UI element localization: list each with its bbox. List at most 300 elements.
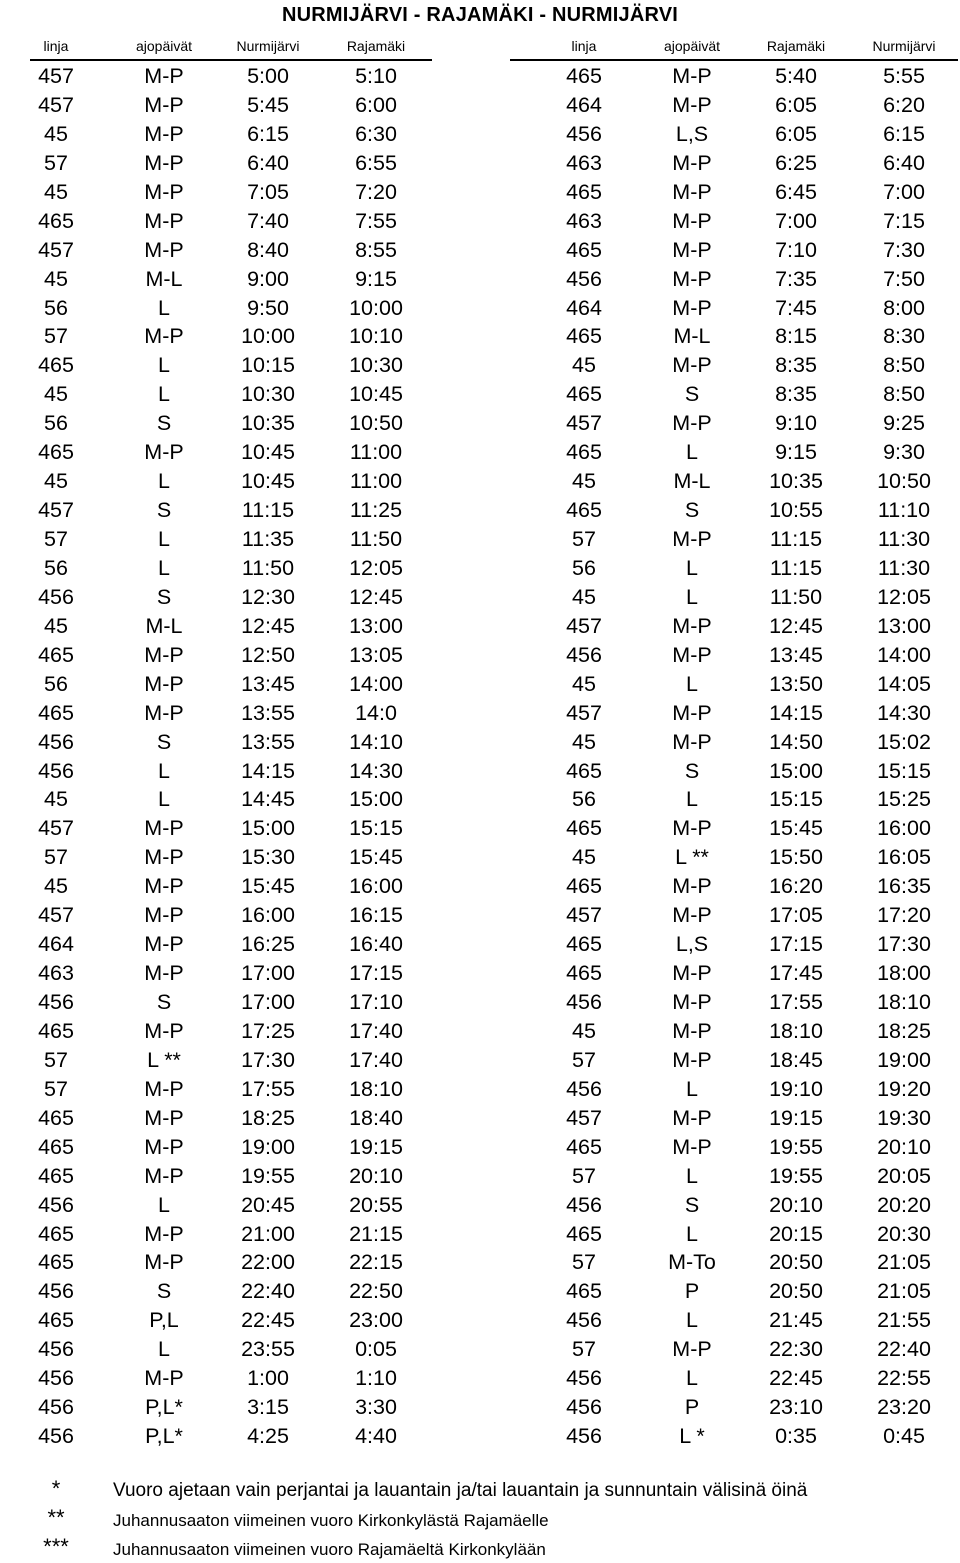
- route-number: 457: [566, 1105, 602, 1130]
- departure-time: 10:30: [241, 382, 295, 407]
- departure-time: 14:15: [769, 700, 823, 725]
- arrival-time: 8:30: [883, 324, 925, 349]
- operating-days: S: [684, 1192, 700, 1217]
- departure-time: 9:15: [775, 440, 817, 465]
- operating-days: M-P: [672, 700, 712, 725]
- arrival-time: 19:15: [349, 1134, 403, 1159]
- arrival-time: 6:15: [883, 121, 925, 146]
- operating-days: M-P: [144, 1134, 184, 1159]
- operating-days: M-P: [672, 1018, 712, 1043]
- route-number: 465: [566, 179, 602, 204]
- operating-days: M-P: [144, 237, 184, 262]
- operating-days: L *: [679, 1424, 705, 1449]
- operating-days: L: [158, 469, 170, 494]
- departure-time: 5:40: [775, 64, 817, 88]
- route-number: 465: [566, 961, 602, 986]
- operating-days: M-P: [672, 729, 712, 754]
- departure-time: 21:00: [241, 1221, 295, 1246]
- departure-time: 14:15: [241, 758, 295, 783]
- route-number: 457: [38, 816, 74, 841]
- departure-time: 8:40: [247, 237, 289, 262]
- table-row: [0, 380, 432, 409]
- route-number: 465: [38, 1308, 74, 1333]
- arrival-time: 0:05: [355, 1337, 397, 1362]
- operating-days: L: [158, 382, 170, 407]
- table-row: [0, 1306, 432, 1335]
- departure-time: 3:15: [247, 1395, 289, 1420]
- page-title: NURMIJÄRVI - RAJAMÄKI - NURMIJÄRVI: [281, 4, 679, 26]
- route-number: 464: [566, 92, 602, 117]
- table-row: [528, 1306, 960, 1335]
- table-row: [0, 525, 432, 554]
- table-row: [0, 930, 432, 959]
- arrival-time: 8:50: [883, 382, 925, 407]
- table-row: [528, 612, 960, 641]
- departure-time: 20:45: [241, 1192, 295, 1217]
- table-row: [0, 583, 432, 612]
- table-row: [0, 1277, 432, 1306]
- route-number: 57: [572, 1163, 596, 1188]
- table-row: [0, 757, 432, 786]
- departure-time: 16:20: [769, 874, 823, 899]
- operating-days: L: [158, 527, 170, 551]
- arrival-time: 22:55: [877, 1366, 931, 1391]
- table-row: [528, 1220, 960, 1249]
- arrival-time: 10:30: [349, 353, 403, 378]
- table-row: [0, 1162, 432, 1191]
- arrival-time: 21:05: [877, 1250, 931, 1275]
- route-number: 465: [566, 932, 602, 957]
- arrival-time: 18:10: [877, 990, 931, 1014]
- operating-days: M-P: [672, 64, 712, 88]
- route-number: 456: [38, 584, 74, 609]
- arrival-time: 6:00: [355, 92, 397, 117]
- departure-time: 22:00: [241, 1250, 295, 1275]
- table-row: [528, 496, 960, 525]
- operating-days: M-P: [672, 179, 712, 204]
- operating-days: M-P: [144, 700, 184, 725]
- departure-time: 6:45: [775, 179, 817, 204]
- route-number: 45: [44, 613, 68, 638]
- departure-time: 22:45: [241, 1308, 295, 1333]
- table-row: [0, 322, 432, 351]
- table-row: [0, 554, 432, 583]
- departure-time: 6:05: [775, 121, 817, 146]
- table-row: [528, 467, 960, 496]
- departure-time: 23:10: [769, 1395, 823, 1420]
- departure-time: 13:50: [769, 671, 823, 696]
- departure-time: 12:45: [241, 613, 295, 638]
- operating-days: M-P: [144, 874, 184, 899]
- table-row: [0, 872, 432, 901]
- table-row: [528, 1104, 960, 1133]
- route-number: 465: [38, 1105, 74, 1130]
- operating-days: S: [684, 382, 700, 407]
- route-number: 465: [566, 64, 602, 88]
- departure-time: 11:50: [241, 555, 295, 580]
- table-row: [528, 988, 960, 1017]
- operating-days: L **: [675, 845, 709, 870]
- operating-days: L: [158, 555, 170, 580]
- arrival-time: 1:10: [355, 1366, 397, 1391]
- departure-time: 11:50: [769, 584, 823, 609]
- route-number: 465: [38, 440, 74, 465]
- table-row: [528, 1364, 960, 1393]
- departure-time: 10:55: [769, 498, 823, 523]
- route-number: 45: [44, 179, 68, 204]
- table-row: [0, 670, 432, 699]
- arrival-time: 19:30: [877, 1105, 931, 1130]
- operating-days: M-P: [672, 208, 712, 233]
- operating-days: S: [156, 411, 172, 436]
- departure-time: 13:55: [241, 700, 295, 725]
- table-row: [528, 149, 960, 178]
- route-number: 56: [44, 411, 68, 436]
- arrival-time: 11:25: [349, 498, 403, 523]
- operating-days: M-P: [144, 150, 184, 175]
- arrival-time: 8:50: [883, 353, 925, 378]
- departure-time: 10:00: [241, 324, 295, 349]
- operating-days: P: [684, 1279, 700, 1304]
- operating-days: L: [686, 671, 698, 696]
- departure-time: 10:15: [241, 353, 295, 378]
- arrival-time: 14:10: [349, 729, 403, 754]
- table-row: [0, 62, 432, 91]
- arrival-time: 21:55: [877, 1308, 931, 1333]
- table-row: [0, 120, 432, 149]
- departure-time: 7:40: [247, 208, 289, 233]
- table-row: [528, 1017, 960, 1046]
- departure-time: 17:00: [241, 990, 295, 1014]
- table-row: [0, 1075, 432, 1104]
- route-number: 457: [566, 903, 602, 928]
- operating-days: M-P: [672, 1105, 712, 1130]
- operating-days: M-P: [672, 961, 712, 986]
- operating-days: M-P: [672, 266, 712, 291]
- arrival-time: 16:00: [349, 874, 403, 899]
- left-header-divider: [30, 59, 432, 61]
- arrival-time: 15:45: [349, 845, 403, 870]
- departure-time: 10:45: [241, 440, 295, 465]
- departure-time: 8:15: [775, 324, 817, 349]
- arrival-time: 23:00: [349, 1308, 403, 1333]
- arrival-time: 9:25: [883, 411, 925, 436]
- operating-days: P,L*: [145, 1395, 183, 1420]
- table-row: [0, 207, 432, 236]
- route-number: 57: [44, 1076, 68, 1101]
- operating-days: M-P: [144, 92, 184, 117]
- route-number: 456: [566, 1395, 602, 1420]
- header-rajamaki: Rajamäki: [766, 38, 826, 54]
- arrival-time: 5:10: [355, 64, 397, 88]
- table-row: [528, 959, 960, 988]
- route-number: 457: [38, 903, 74, 928]
- arrival-time: 16:00: [877, 816, 931, 841]
- departure-time: 19:15: [769, 1105, 823, 1130]
- route-number: 45: [44, 787, 68, 812]
- departure-time: 6:05: [775, 92, 817, 117]
- departure-time: 19:55: [769, 1163, 823, 1188]
- route-number: 456: [38, 1366, 74, 1391]
- departure-time: 14:50: [769, 729, 823, 754]
- operating-days: M-P: [672, 295, 712, 320]
- arrival-time: 20:10: [349, 1163, 403, 1188]
- operating-days: M-P: [144, 845, 184, 870]
- arrival-time: 17:15: [349, 961, 403, 986]
- operating-days: L: [158, 1337, 170, 1362]
- table-row: [528, 583, 960, 612]
- route-number: 45: [572, 845, 596, 870]
- arrival-time: 8:00: [883, 295, 925, 320]
- departure-time: 17:05: [769, 903, 823, 928]
- route-number: 456: [38, 1279, 74, 1304]
- right-header-divider: [510, 59, 958, 61]
- route-number: 457: [38, 64, 74, 88]
- departure-time: 5:45: [247, 92, 289, 117]
- table-row: [0, 1104, 432, 1133]
- arrival-time: 14:00: [349, 671, 403, 696]
- operating-days: L,S: [675, 121, 709, 146]
- arrival-time: 6:55: [355, 150, 397, 175]
- arrival-time: 13:05: [349, 642, 403, 667]
- left-timetable: [0, 62, 432, 1451]
- arrival-time: 13:00: [349, 613, 403, 638]
- departure-time: 22:30: [769, 1337, 823, 1362]
- operating-days: M-P: [144, 64, 184, 88]
- operating-days: M-P: [672, 816, 712, 841]
- operating-days: L: [686, 1076, 698, 1101]
- arrival-time: 8:55: [355, 237, 397, 262]
- route-number: 465: [566, 237, 602, 262]
- arrival-time: 15:00: [349, 787, 403, 812]
- table-row: [0, 294, 432, 323]
- operating-days: M-P: [144, 121, 184, 146]
- route-number: 456: [38, 1337, 74, 1362]
- route-number: 457: [566, 613, 602, 638]
- arrival-time: 21:15: [349, 1221, 403, 1246]
- header-ajopaivat: ajopäivät: [663, 38, 721, 54]
- table-row: [528, 178, 960, 207]
- operating-days: P,L*: [145, 1424, 183, 1449]
- operating-days: M-L: [673, 469, 711, 494]
- departure-time: 18:45: [769, 1047, 823, 1072]
- operating-days: L: [158, 787, 170, 812]
- route-number: 463: [566, 150, 602, 175]
- departure-time: 17:15: [769, 932, 823, 957]
- arrival-time: 20:05: [877, 1163, 931, 1188]
- arrival-time: 17:20: [877, 903, 931, 928]
- departure-time: 15:30: [241, 845, 295, 870]
- operating-days: M-P: [144, 642, 184, 667]
- footnote: [0, 1476, 960, 1505]
- route-number: 465: [566, 1221, 602, 1246]
- operating-days: L: [158, 295, 170, 320]
- departure-time: 22:40: [241, 1279, 295, 1304]
- table-row: [528, 236, 960, 265]
- departure-time: 0:35: [775, 1424, 817, 1449]
- departure-time: 19:00: [241, 1134, 295, 1159]
- table-row: [528, 930, 960, 959]
- footnote-text: Vuoro ajetaan vain perjantai ja lauantain ja/tai lauantain ja sunnuntain välisinä öinä: [113, 1480, 808, 1501]
- footnote-symbol: **: [47, 1505, 65, 1530]
- route-number: 45: [44, 874, 68, 899]
- arrival-time: 18:25: [877, 1018, 931, 1043]
- route-number: 457: [38, 237, 74, 262]
- operating-days: M-P: [144, 1018, 184, 1043]
- arrival-time: 11:30: [877, 527, 931, 551]
- departure-time: 1:00: [247, 1366, 289, 1391]
- table-row: [0, 959, 432, 988]
- route-number: 57: [44, 845, 68, 870]
- operating-days: M-P: [144, 440, 184, 465]
- arrival-time: 16:15: [349, 903, 403, 928]
- arrival-time: 19:00: [877, 1047, 931, 1072]
- route-number: 464: [38, 932, 74, 957]
- departure-time: 22:45: [769, 1366, 823, 1391]
- route-number: 456: [566, 266, 602, 291]
- route-number: 57: [572, 1250, 596, 1275]
- departure-time: 14:45: [241, 787, 295, 812]
- departure-time: 19:10: [769, 1076, 823, 1101]
- departure-time: 17:00: [241, 961, 295, 986]
- operating-days: M-P: [672, 1337, 712, 1362]
- departure-time: 21:45: [769, 1308, 823, 1333]
- arrival-time: 16:05: [877, 845, 931, 870]
- route-number: 45: [572, 671, 596, 696]
- operating-days: S: [156, 584, 172, 609]
- table-row: [0, 1133, 432, 1162]
- departure-time: 11:35: [241, 527, 295, 551]
- route-number: 463: [38, 961, 74, 986]
- table-row: [528, 91, 960, 120]
- route-number: 456: [38, 1395, 74, 1420]
- table-row: [528, 1162, 960, 1191]
- route-number: 45: [572, 729, 596, 754]
- table-row: [0, 901, 432, 930]
- arrival-time: 20:20: [877, 1192, 931, 1217]
- arrival-time: 15:15: [349, 816, 403, 841]
- departure-time: 13:55: [241, 729, 295, 754]
- operating-days: M-P: [144, 179, 184, 204]
- route-number: 56: [572, 787, 596, 812]
- table-row: [0, 785, 432, 814]
- table-row: [0, 1248, 432, 1277]
- route-number: 457: [38, 92, 74, 117]
- operating-days: S: [156, 1279, 172, 1304]
- table-row: [0, 1335, 432, 1364]
- table-row: [528, 265, 960, 294]
- header-linja: linja: [43, 38, 69, 54]
- operating-days: M-P: [672, 353, 712, 378]
- operating-days: S: [156, 990, 172, 1014]
- route-number: 465: [38, 1134, 74, 1159]
- table-row: [0, 91, 432, 120]
- route-number: 456: [566, 990, 602, 1014]
- arrival-time: 6:30: [355, 121, 397, 146]
- footnote-symbol: *: [51, 1476, 61, 1501]
- departure-time: 9:10: [775, 411, 817, 436]
- arrival-time: 9:30: [883, 440, 925, 465]
- route-number: 465: [566, 1134, 602, 1159]
- arrival-time: 14:0: [355, 700, 397, 725]
- table-row: [0, 438, 432, 467]
- operating-days: L,S: [675, 932, 709, 957]
- table-row: [528, 1133, 960, 1162]
- operating-days: M-P: [144, 208, 184, 233]
- route-number: 464: [566, 295, 602, 320]
- table-row: [528, 901, 960, 930]
- operating-days: M-P: [672, 527, 712, 551]
- table-row: [528, 1046, 960, 1075]
- table-row: [0, 1191, 432, 1220]
- departure-time: 8:35: [775, 353, 817, 378]
- table-row: [0, 351, 432, 380]
- route-number: 57: [572, 1047, 596, 1072]
- departure-time: 5:00: [247, 64, 289, 88]
- arrival-time: 17:40: [349, 1047, 403, 1072]
- departure-time: 6:40: [247, 150, 289, 175]
- footnote: [0, 1505, 960, 1534]
- route-number: 465: [566, 758, 602, 783]
- operating-days: L **: [147, 1047, 181, 1072]
- operating-days: P,L: [149, 1308, 179, 1333]
- route-number: 57: [44, 324, 68, 349]
- table-row: [0, 1220, 432, 1249]
- header-rajamaki: Rajamäki: [346, 38, 406, 54]
- arrival-time: 14:30: [349, 758, 403, 783]
- departure-time: 10:35: [241, 411, 295, 436]
- footnote-text: Juhannusaaton viimeinen vuoro Kirkonkylästä Rajamäelle: [113, 1511, 549, 1530]
- route-number: 456: [566, 1076, 602, 1101]
- operating-days: L: [686, 440, 698, 465]
- route-number: 465: [566, 1279, 602, 1304]
- route-number: 465: [566, 816, 602, 841]
- arrival-time: 7:50: [883, 266, 925, 291]
- table-row: [0, 149, 432, 178]
- table-row: [528, 525, 960, 554]
- table-row: [528, 409, 960, 438]
- operating-days: M-P: [144, 961, 184, 986]
- route-number: 456: [38, 758, 74, 783]
- route-number: 456: [566, 1192, 602, 1217]
- route-number: 456: [38, 1192, 74, 1217]
- arrival-time: 7:55: [355, 208, 397, 233]
- operating-days: M-P: [144, 324, 184, 349]
- table-row: [0, 1393, 432, 1422]
- arrival-time: 3:30: [355, 1395, 397, 1420]
- arrival-time: 6:20: [883, 92, 925, 117]
- route-number: 463: [566, 208, 602, 233]
- right-table-header: [528, 38, 960, 56]
- arrival-time: 23:20: [877, 1395, 931, 1420]
- departure-time: 15:45: [241, 874, 295, 899]
- departure-time: 17:45: [769, 961, 823, 986]
- route-number: 456: [566, 642, 602, 667]
- departure-time: 18:25: [241, 1105, 295, 1130]
- arrival-time: 12:45: [349, 584, 403, 609]
- footnotes: [0, 1476, 960, 1563]
- right-timetable: [528, 62, 960, 1451]
- arrival-time: 12:05: [349, 555, 403, 580]
- table-row: [528, 699, 960, 728]
- arrival-time: 17:30: [877, 932, 931, 957]
- operating-days: M-P: [672, 150, 712, 175]
- departure-time: 15:50: [769, 845, 823, 870]
- operating-days: M-L: [145, 266, 183, 291]
- departure-time: 16:25: [241, 932, 295, 957]
- route-number: 465: [38, 1018, 74, 1043]
- arrival-time: 21:05: [877, 1279, 931, 1304]
